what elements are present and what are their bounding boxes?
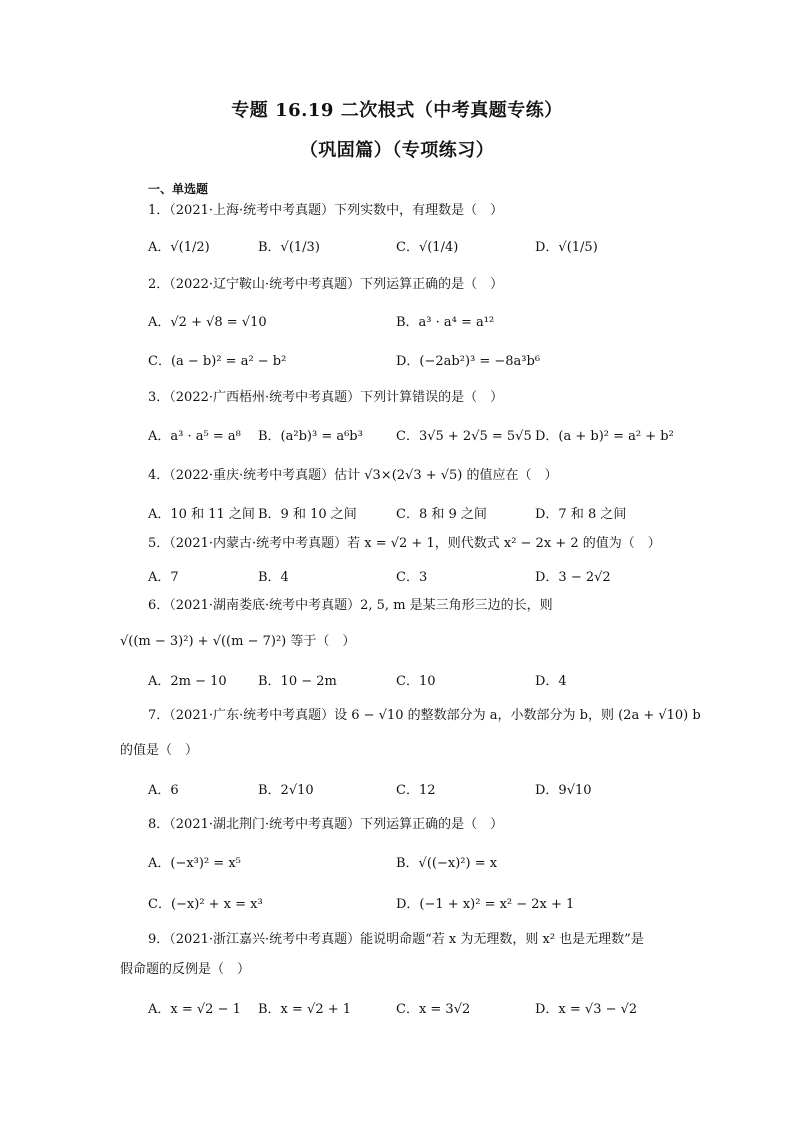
question-4-stem: 4．（2022·重庆·统考中考真题）估计 √3×(2√3 + √5) 的值应在（ ） xyxy=(148,468,558,483)
q4-option-c: C．8 和 9 之间 xyxy=(396,507,487,522)
q2-option-d: D．(−2ab²)³ = −8a³b⁶ xyxy=(396,354,541,369)
q3-option-a: A．a³ · a⁵ = a⁸ xyxy=(148,429,241,444)
q5-option-d: D．3 − 2√2 xyxy=(535,570,611,585)
document-title: 专题 16.19 二次根式（中考真题专练） xyxy=(231,100,563,121)
q7-option-a: A．6 xyxy=(148,783,179,798)
q9-option-d: D．x = √3 − √2 xyxy=(535,1002,638,1017)
question-6-stem: 6．（2021·湖南娄底·统考中考真题）2, 5, m 是某三角形三边的长，则 xyxy=(148,598,553,613)
question-6-stem-cont: √((m − 3)²) + √((m − 7)²) 等于（ ） xyxy=(120,634,356,649)
section-heading: 一、单选题 xyxy=(148,182,209,196)
q2-option-a: A．√2 + √8 = √10 xyxy=(148,315,267,330)
q8-option-c: C．(−x)² + x = x³ xyxy=(148,897,263,912)
question-9-stem: 9．（2021·浙江嘉兴·统考中考真题）能说明命题“若 x 为无理数，则 x² 也是无理数”是 xyxy=(148,932,644,947)
question-5-stem: 5．（2021·内蒙古·统考中考真题）若 x = √2 + 1，则代数式 x² − 2x + 2 的值为（ ） xyxy=(148,536,661,551)
q2-option-b: B．a³ · a⁴ = a¹² xyxy=(396,315,495,330)
question-2-stem: 2．（2022·辽宁鞍山·统考中考真题）下列运算正确的是（ ） xyxy=(148,277,504,292)
q1-option-a: A．√(1/2) xyxy=(148,240,210,255)
q9-option-c: C．x = 3√2 xyxy=(396,1002,471,1017)
question-8-stem: 8．（2021·湖北荆门·统考中考真题）下列运算正确的是（ ） xyxy=(148,817,504,832)
q6-option-c: C．10 xyxy=(396,674,436,689)
q1-option-b: B．√(1/3) xyxy=(258,240,320,255)
q2-option-c: C．(a − b)² = a² − b² xyxy=(148,354,287,369)
q3-option-d: D．(a + b)² = a² + b² xyxy=(535,429,674,444)
q8-option-a: A．(−x³)² = x⁵ xyxy=(148,856,241,871)
question-7-stem: 7．（2021·广东·统考中考真题）设 6 − √10 的整数部分为 a，小数部分为 b，则 (2a + √10) b xyxy=(148,708,701,723)
q4-option-d: D．7 和 8 之间 xyxy=(535,507,627,522)
q3-option-c: C．3√5 + 2√5 = 5√5 xyxy=(396,429,532,444)
q7-option-c: C．12 xyxy=(396,783,436,798)
q8-option-d: D．(−1 + x)² = x² − 2x + 1 xyxy=(396,897,575,912)
question-7-stem-cont: 的值是（ ） xyxy=(120,743,199,758)
q1-option-d: D．√(1/5) xyxy=(535,240,598,255)
question-3-stem: 3．（2022·广西梧州·统考中考真题）下列计算错误的是（ ） xyxy=(148,390,504,405)
q7-option-d: D．9√10 xyxy=(535,783,592,798)
q1-option-c: C．√(1/4) xyxy=(396,240,459,255)
q4-option-a: A．10 和 11 之间 xyxy=(148,507,255,522)
q6-option-a: A．2m − 10 xyxy=(148,674,227,689)
question-1-stem: 1．（2021·上海·统考中考真题）下列实数中，有理数是（ ） xyxy=(148,203,504,218)
q6-option-b: B．10 − 2m xyxy=(258,674,337,689)
q9-option-b: B．x = √2 + 1 xyxy=(258,1002,352,1017)
question-9-stem-cont: 假命题的反例是（ ） xyxy=(120,962,251,977)
q9-option-a: A．x = √2 − 1 xyxy=(148,1002,241,1017)
q8-option-b: B．√((−x)²) = x xyxy=(396,856,498,871)
q3-option-b: B．(a²b)³ = a⁶b³ xyxy=(258,429,363,444)
q7-option-b: B．2√10 xyxy=(258,783,314,798)
q5-option-a: A．7 xyxy=(148,570,179,585)
q5-option-c: C．3 xyxy=(396,570,428,585)
document-subtitle: （巩固篇）（专项练习） xyxy=(299,140,495,161)
q6-option-d: D．4 xyxy=(535,674,567,689)
q5-option-b: B．4 xyxy=(258,570,289,585)
q4-option-b: B．9 和 10 之间 xyxy=(258,507,357,522)
